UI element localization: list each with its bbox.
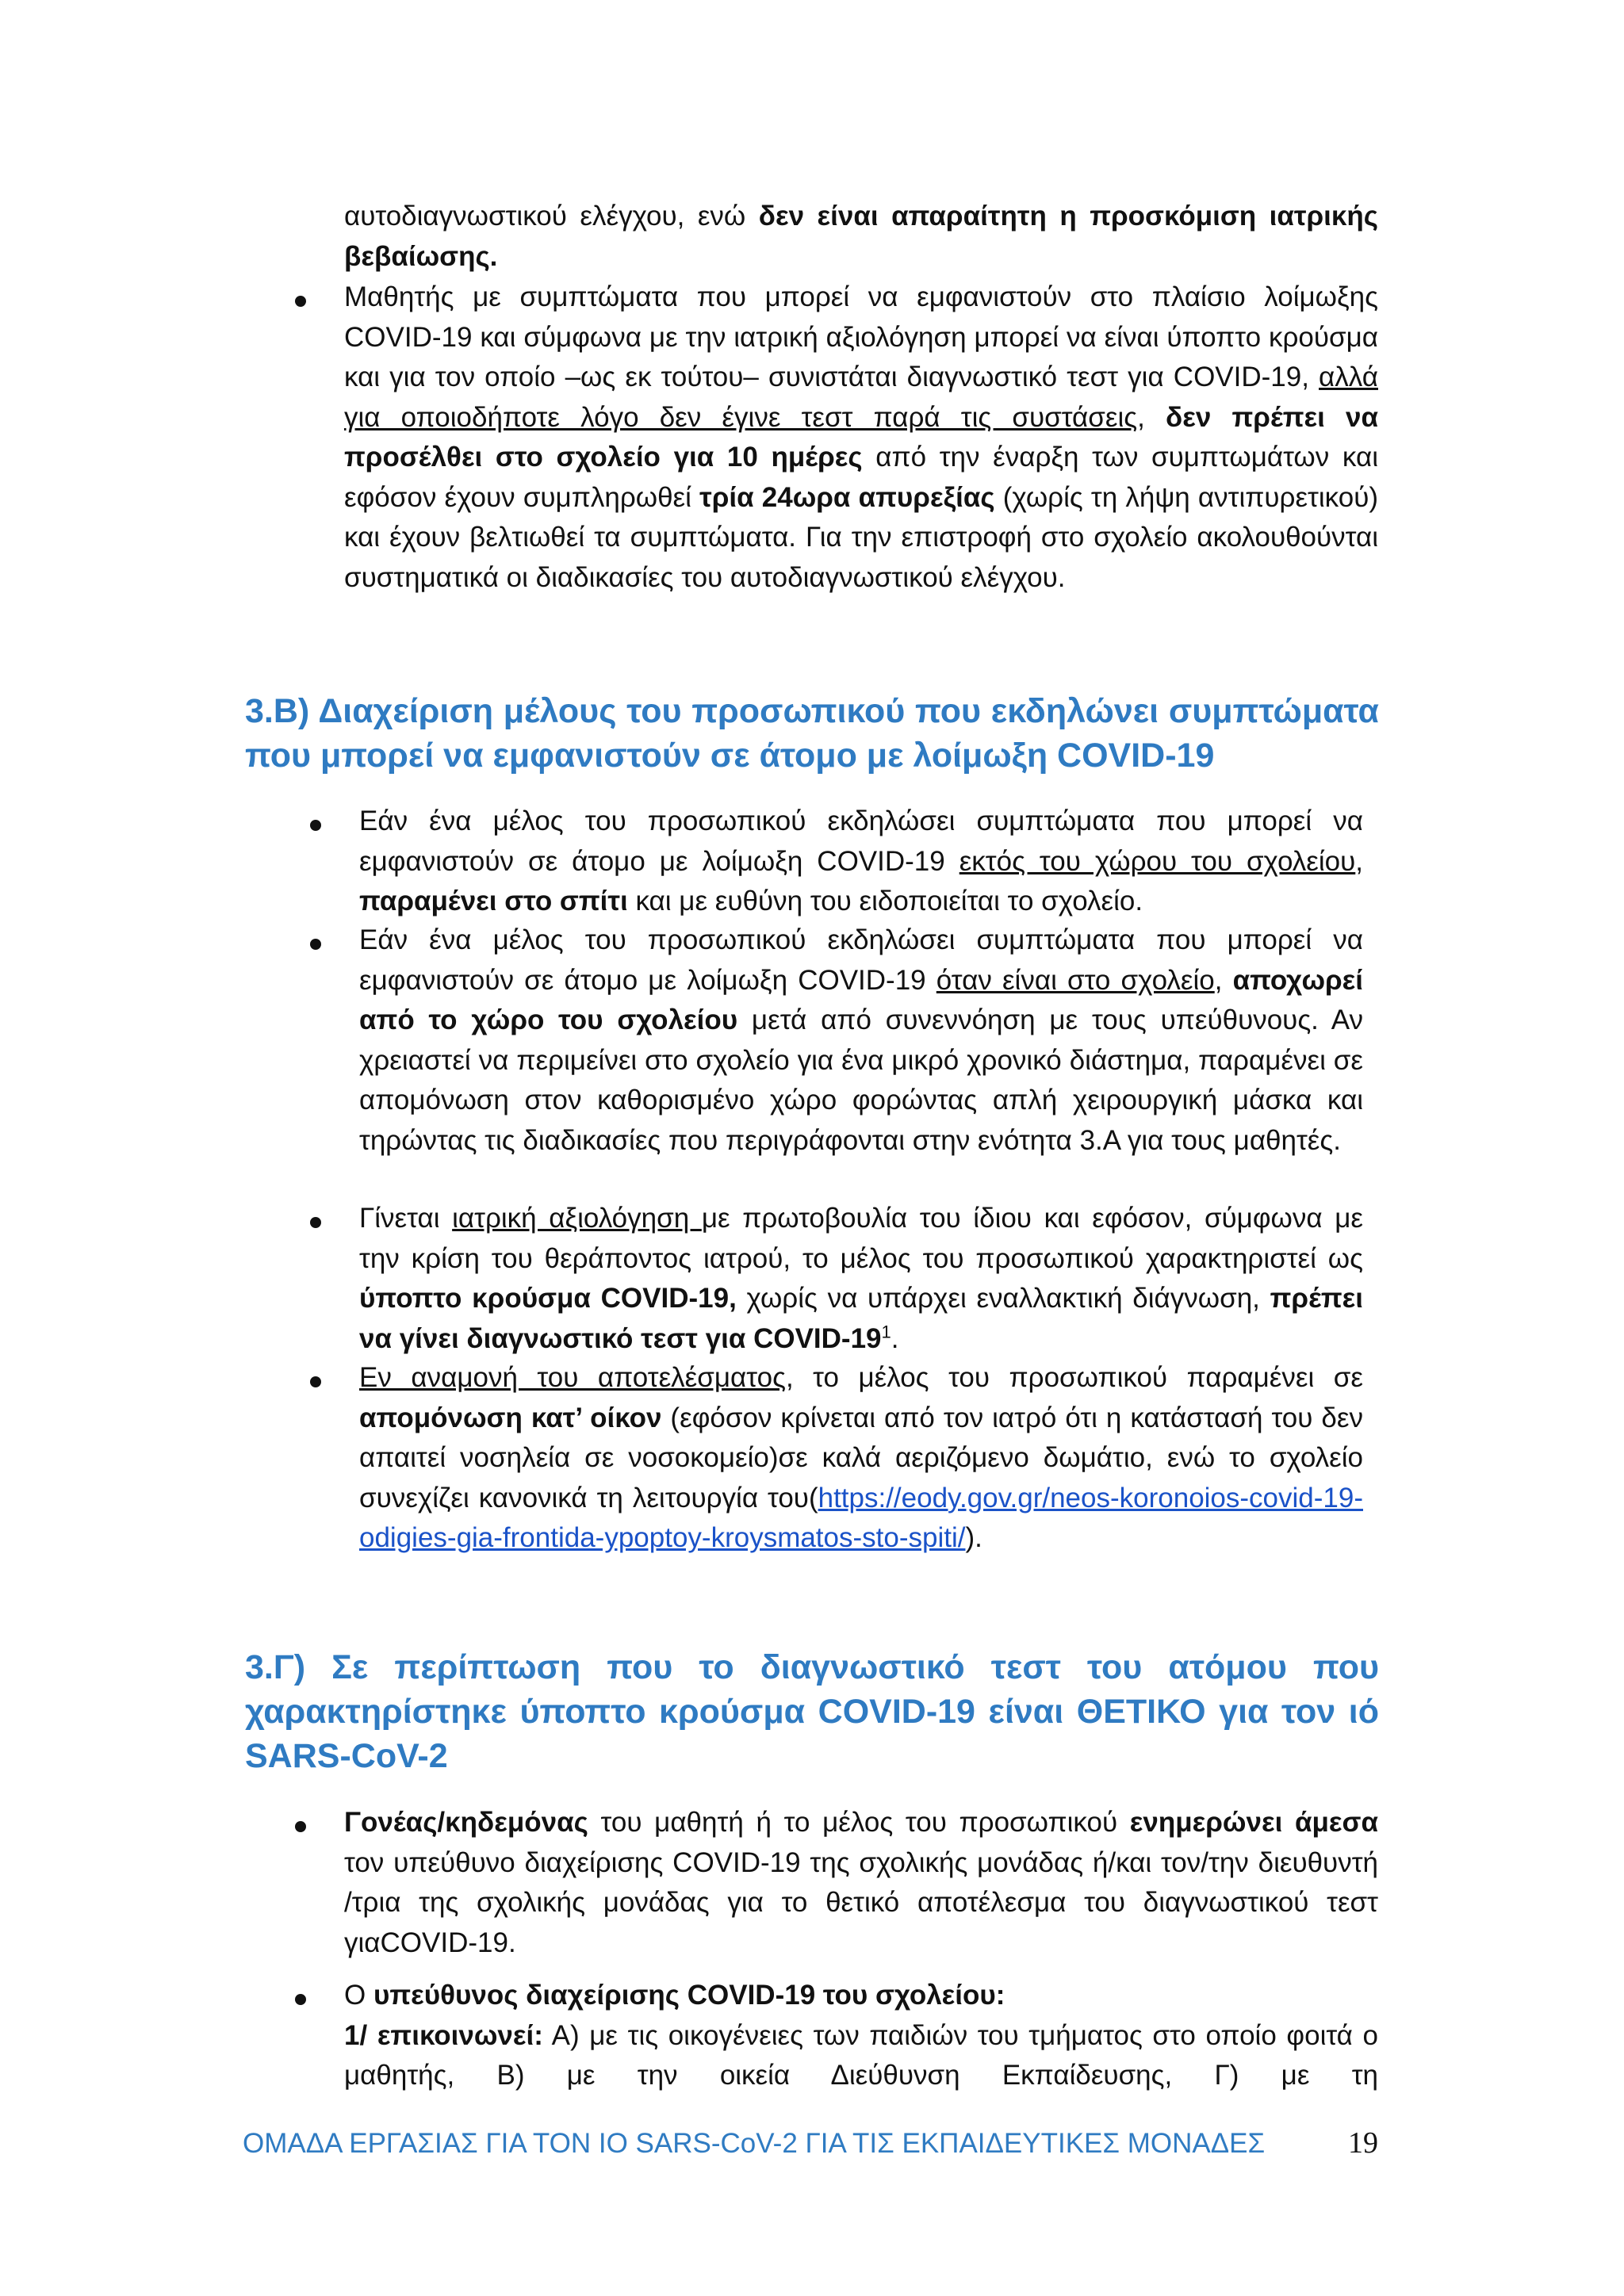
- list-item-3b-1: Εάν ένα μέλος του προσωπικού εκδηλώσει συμπτώματα που μπορεί να εμφανιστούν σε άτομο με λοίμωξη COVID-19 εκτός του χώρου του σχολείου, παραμένει στο σπίτι και με ευθύνη του ειδοποιείται το σχολείο.: [359, 806, 1364, 916]
- section-heading-3c: 3.Γ) Σε περίπτωση που το διαγνωστικό τεστ του ατόμου που χαρακτηρίστηκε ύποπτο κρούσμα COVID-19 είναι ΘΕΤΙΚΟ για τον ιό SARS-CoV-2: [245, 1648, 1379, 1775]
- bullet-icon: [295, 1821, 306, 1832]
- list-item-symptomatic-student: Μαθητής με συμπτώματα που μπορεί να εμφανιστούν στο πλαίσιο λοίμωξης COVID-19 και σύμφωνα με την ιατρική αξιολόγηση μπορεί να είναι ύποπτο κρούσμα και για τον οποίο –ως εκ τούτου– συνιστάται διαγνωστικό τεστ για COVID-19, αλλά για οποιοδήποτε λόγο δεν έγινε τεστ παρά τις συστάσεις, δεν πρέπει να προσέλθει στο σχολείο για 10 ημέρες από την έναρξη των συμπτωμάτων και εφόσον έχουν συμπληρωθεί τρία 24ωρα απυρεξίας (χωρίς τη λήψη αντιπυρετικού) και έχουν βελτιωθεί τα συμπτώματα. Για την επιστροφή στο σχολείο ακολουθούνται συστηματικά οι διαδικασίες του αυτοδιαγνωστικού ελέγχου.: [344, 281, 1379, 593]
- list-item-3c-1: Γονέας/κηδεμόνας του μαθητή ή το μέλος του προσωπικού ενημερώνει άμεσα τον υπεύθυνο διαχείρισης COVID-19 της σχολικής μονάδας ή/και τον/την διευθυντή /τρια της σχολικής μονάδας για το θετικό αποτέλεσμα του διαγνωστικού τεστ γιαCOVID-19.: [344, 1807, 1378, 1958]
- list-item-3c-2: Ο υπεύθυνος διαχείρισης COVID-19 του σχολείου: 1/ επικοινωνεί: Α) με τις οικογένειες των παιδιών του τμήματος στο οποίο φοιτά ο μαθητής, Β) με την οικεία Διεύθυνση Εκπαίδευσης, Γ) με τη: [344, 1980, 1379, 2091]
- bullet-icon: [310, 939, 321, 950]
- footnote-marker: 1: [881, 1321, 891, 1341]
- section-heading-3b: 3.Β) Διαχείριση μέλους του προσωπικού που εκδηλώνει συμπτώματα που μπορεί να εμφανιστούν σε άτομο με λοίμωξη COVID-19: [245, 692, 1379, 775]
- list-item-3b-4: Εν αναμονή του αποτελέσματος, το μέλος του προσωπικού παραμένει σε απομόνωση κατ’ οίκον (εφόσον κρίνεται από τον ιατρό ότι η κατάστασή του δεν απαιτεί νοσηλεία σε νοσοκομείο)σε καλά αεριζόμενο δωμάτιο, ενώ το σχολείο συνεχίζει κανονικά τη λειτουργία του(https://eody.gov.gr/neos-koronoios-covid-19-odigies-gia-frontida-ypoptoy-kroysmatos-sto-spiti/).: [359, 1362, 1363, 1553]
- bullet-icon: [310, 1217, 321, 1228]
- bullet-icon: [295, 1994, 306, 2005]
- list-item-3b-2: Εάν ένα μέλος του προσωπικού εκδηλώσει συμπτώματα που μπορεί να εμφανιστούν σε άτομο με λοίμωξη COVID-19 όταν είναι στο σχολείο, αποχωρεί από το χώρο του σχολείου μετά από συνεννόηση με τους υπεύθυνους. Αν χρειαστεί να περιμείνει στο σχολείο για ένα μικρό χρονικό διάστημα, παραμένει σε απομόνωση στον καθορισμένο χώρο φορώντας απλή χειρουργική μάσκα και τηρώντας τις διαδικασίες που περιγράφονται στην ενότητα 3.Α για τους μαθητές.: [359, 924, 1364, 1156]
- bullet-icon: [295, 296, 306, 307]
- bullet-icon: [310, 1376, 321, 1387]
- bullet-icon: [310, 820, 321, 831]
- continuation-paragraph: αυτοδιαγνωστικού ελέγχου, ενώ δεν είναι απαραίτητη η προσκόμιση ιατρικής βεβαίωσης.: [344, 201, 1378, 272]
- list-item-3b-3: Γίνεται ιατρική αξιολόγηση με πρωτοβουλία του ίδιου και εφόσον, σύμφωνα με την κρίση του θεράποντος ιατρού, το μέλος του προσωπικού χαρακτηριστεί ως ύποπτο κρούσμα COVID-19, χωρίς να υπάρχει εναλλακτική διάγνωση, πρέπει να γίνει διαγνωστικό τεστ για COVID-$19^1$.: [359, 1203, 1363, 1354]
- page-number: 19: [1348, 2126, 1378, 2160]
- footer-text: ΟΜΑΔΑ ΕΡΓΑΣΙΑΣ ΓΙΑ ΤΟΝ ΙΟ SARS-CoV-2 ΓΙΑ ΤΙΣ ΕΚΠΑΙΔΕΥΤΙΚΕΣ ΜΟΝΑΔΕΣ: [243, 2128, 1266, 2159]
- eody-link[interactable]: https://eody.gov.gr/neos-koronoios-covid-19-odigies-gia-frontida-ypoptoy-kroysmatos-sto-spiti/: [359, 1482, 1363, 1553]
